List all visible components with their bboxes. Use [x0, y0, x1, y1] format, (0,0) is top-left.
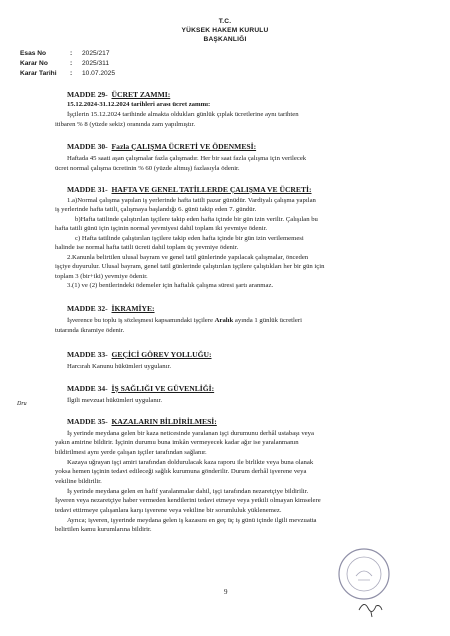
official-stamp-icon	[336, 546, 392, 602]
article-35-text: Ayrıca; işveren, işyerinde meydana gelen iş kazasını en geç üç iş günü içinde ilgili mevzuatta	[67, 517, 317, 524]
article-31-text: 2.Kanunla belirtilen ulusal bayram ve genel tatil günlerinde yapılacak çalışmalar, önceden	[67, 254, 309, 261]
article-29-text: İşçilerin 15.12.2024 tarihinde almakta oldukları günlük çıplak ücretlerine aynı tarihten	[67, 111, 299, 118]
article-31-text: iş yerlerinde hafta tatili, çalışmaya başlandığı 6. günü takip eden 7. gündür.	[55, 206, 257, 213]
article-35-text: bildirilmesi aynı yerde çalışan işçiler tarafından sağlanır.	[55, 449, 207, 456]
article-29-heading: MADDE 29- ÜCRET ZAMMI:	[67, 90, 171, 99]
article-31-text: c) Hafta tatilinde çalıştırılan işçilere takip eden hafta içinde bir gün izin verilememesi	[75, 235, 304, 242]
article-30-text: ücret normal çalışma ücretinin % 60 (yüzde altmış) fazlasıyla ödenir.	[55, 165, 240, 172]
article-34-text: İlgili mevzuat hükümleri uygulanır.	[67, 397, 163, 404]
article-30-text: Haftada 45 saati aşan çalışmalar fazla çalışmadır. Her bir saat fazla çalışma için verilecek	[67, 155, 307, 162]
article-31-text: halinde ise normal hafta tatili ücreti dahil toplam üç yevmiye ödenir.	[55, 244, 239, 251]
header-tc: T.C.	[218, 18, 232, 25]
article-35-text: vekiline bildirilir.	[55, 478, 102, 485]
article-33-text: Harcırah Kanunu hükümleri uygulanır.	[67, 363, 171, 370]
article-32-text: tutarında ikramiye ödenir.	[55, 327, 125, 334]
header-institution: YÜKSEK HAKEM KURULU	[181, 27, 269, 34]
header-presidency: BAŞKANLIĞI	[203, 36, 247, 43]
meta-tarih: Karar Tarihi : 10.07.2025	[20, 70, 116, 77]
article-31-text: toplam 3 (bir+iki) yevmiye ödenir.	[55, 273, 148, 280]
article-35-text: belirtilen kamu kurumlarına bildirir.	[55, 526, 152, 533]
article-35-text: Kazaya uğrayan işçi amiri tarafından doldurulacak kaza raporu ile birlikte veya buna olanak	[67, 459, 314, 466]
article-31-text: 3.(1) ve (2) bentlerindeki ödemeler için haftalık çalışma süresi şartı aranmaz.	[67, 282, 274, 289]
article-35-text: İş yerinde meydana gelen en hafif yaralanmalar dahil, işçi tarafından nezaretçiye bildirilir.	[67, 488, 309, 495]
article-31-heading: MADDE 31- HAFTA VE GENEL TATİLLERDE ÇALIŞMA VE ÜCRETİ:	[67, 185, 312, 194]
article-31-text: işçiye duyurulur. Ulusal bayram, genel tatil günlerinde çalıştırılan işçilere çalıştıkları her bir gün için	[55, 263, 325, 270]
article-32-heading: MADDE 32- İKRAMİYE:	[67, 304, 155, 313]
meta-karar: Karar No : 2025/311	[20, 60, 110, 67]
article-35-text: yakın amirine bildirir. İşçinin durumu buna imkân vermeyecek kadar ağır ise yaralanmanın	[55, 439, 299, 446]
meta-esas: Esas No : 2025/217	[20, 50, 110, 57]
article-30-heading: MADDE 30- Fazla ÇALIŞMA ÜCRETİ VE ÖDENMESİ:	[67, 142, 257, 151]
article-34-heading: MADDE 34- İŞ SAĞLIĞI VE GÜVENLİĞİ:	[67, 384, 215, 393]
article-31-text: 1.a)Normal çalışma yapılan iş yerlerinde hafta tatili pazar günüdür. Vardiyalı çalışma yapılan	[67, 197, 316, 204]
article-35-text: tedavi ettirmeye çalışanlara karşı işverene veya vekiline bir sorumluluk yüklenemez.	[55, 507, 282, 514]
article-29-subheading: 15.12.2024-31.12.2024 tarihleri arası ücret zammı:	[67, 101, 211, 108]
article-31-text: b)Hafta tatilinde çalıştırılan işçilere takip eden hafta içinde bir gün izin verilir. Çalışılan bu	[75, 216, 318, 223]
article-29-text: itibaren % 8 (yüzde sekiz) oranında zam yapılmıştır.	[55, 121, 196, 128]
article-35-text: İşveren veya nezaretçiye haber vermeden kendilerini tedavi etmeye veya yetkili olmayan kimselere	[55, 497, 321, 504]
page-number: 9	[224, 588, 228, 596]
article-35-heading: MADDE 35- KAZALARIN BİLDİRİLMESİ:	[67, 417, 217, 426]
margin-handwritten-note: Dru	[17, 401, 27, 407]
article-33-heading: MADDE 33- GEÇİCİ GÖREV YOLLUĞU:	[67, 350, 212, 359]
article-35-text: yoksa hemen işçinin tedavi edileceği sağlık kurumuna gönderilir. Durum derhâl işverene veya	[55, 468, 307, 475]
article-31-text: hafta tatili günü için işçinin normal yevmiyesi dahil toplam iki yevmiye ödenir.	[55, 225, 268, 232]
article-35-text: İş yerinde meydana gelen bir kaza neticesinde yaralanan işçi durumunu derhâl ustabaşı veya	[67, 430, 314, 437]
article-32-text: İşverence bu toplu iş sözleşmesi kapsamındaki işçilere Aralık ayında 1 günlük ücretleri	[67, 317, 302, 324]
signature-icon	[356, 598, 386, 618]
